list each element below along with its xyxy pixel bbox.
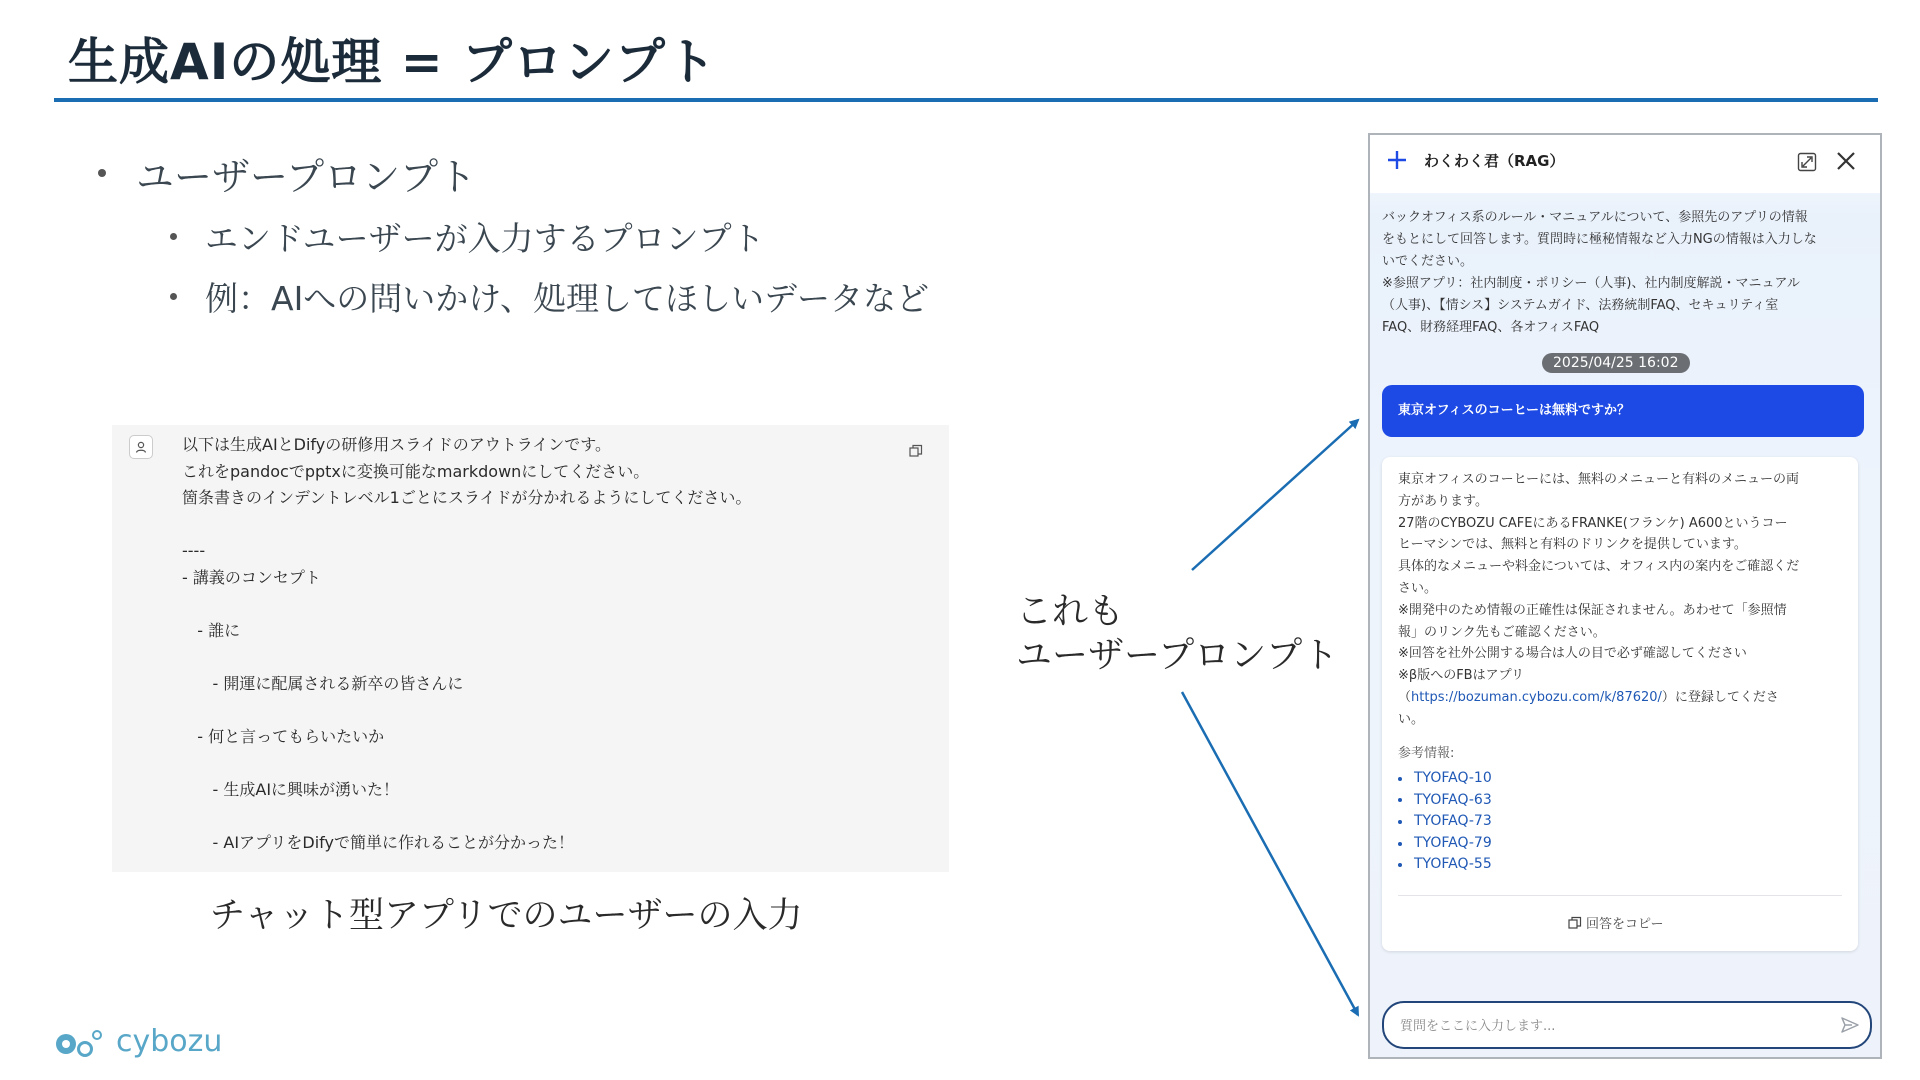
bullet-dot-icon (1398, 842, 1402, 846)
answer-line: 方があります。 (1398, 493, 1488, 509)
reference-item[interactable] (1398, 811, 1492, 833)
chat-intro-text (1382, 207, 1870, 339)
chat-app-name: わくわく君（RAG） (1424, 152, 1565, 170)
prompt-line: - 誰に (182, 620, 241, 640)
bullet-text: ユーザープロンプト (136, 154, 477, 199)
bullet-item (98, 148, 929, 198)
user-icon (129, 435, 153, 459)
side-label-line: これも (1016, 591, 1125, 632)
close-icon[interactable] (1834, 149, 1858, 173)
copy-answer-button[interactable] (1568, 913, 1663, 932)
intro-line: バックオフィス系のルール・マニュアルについて、参照先のアプリの情報 (1382, 210, 1808, 225)
chat-header (1370, 135, 1880, 193)
answer-line: い。 (1398, 711, 1425, 727)
prompt-line: - AIアプリをDifyで簡単に作れることが分かった！ (182, 832, 574, 852)
prompt-caption: チャット型アプリでのユーザーの入力 (210, 896, 803, 936)
reference-item[interactable] (1398, 854, 1492, 876)
bullet-dot-icon (1398, 798, 1402, 802)
copy-icon (1568, 916, 1582, 930)
prompt-line (182, 697, 751, 724)
reference-link[interactable]: TYOFAQ-55 (1414, 856, 1492, 873)
cybozu-logo-icon (54, 1025, 110, 1059)
side-label-line: ユーザープロンプト (1016, 635, 1339, 676)
bullet-dot-icon (98, 169, 106, 177)
new-chat-plus-icon[interactable] (1384, 147, 1410, 173)
answer-line: さい。 (1398, 580, 1438, 596)
prompt-line: ---- (182, 541, 206, 560)
prompt-line: - 何と言ってもらいたいか (182, 726, 385, 746)
answer-link-line (1398, 687, 1799, 709)
arrow-to-input-field (1182, 692, 1358, 1015)
assistant-answer-card (1382, 457, 1858, 951)
intro-line: ※参照アプリ：社内制度・ポリシー（人事)、社内制度解説・マニュアル (1382, 276, 1800, 291)
prompt-line (182, 803, 751, 830)
chat-body (1370, 135, 1880, 1057)
slide-title: 生成AIの処理 = プロンプト (68, 33, 718, 91)
prompt-line (182, 644, 751, 671)
answer-link-prefix: （ (1398, 689, 1412, 705)
copy-answer-label: 回答をコピー (1586, 917, 1664, 932)
prompt-line (182, 750, 751, 777)
prompt-line (182, 591, 751, 618)
answer-link-suffix: ）に登録してくださ (1661, 689, 1779, 705)
side-label (1016, 590, 1338, 678)
references-label: 参考情報: (1398, 746, 1455, 761)
title-divider (54, 98, 1878, 102)
prompt-line: - 生成AIに興味が湧いた！ (182, 779, 400, 799)
bullet-item (170, 266, 929, 326)
answer-line: 報」のリンク先もご確認ください。 (1398, 624, 1606, 640)
send-icon[interactable] (1840, 1015, 1860, 1035)
chat-input[interactable] (1398, 1003, 1822, 1049)
intro-line: いでください。 (1382, 254, 1474, 269)
answer-line: 東京オフィスのコーヒーには、無料のメニューと有料のメニューの両 (1398, 472, 1800, 487)
reference-item[interactable] (1398, 790, 1492, 812)
prompt-line: 以下は生成AIとDifyの研修用スライドのアウトラインです。 (182, 435, 612, 454)
chat-window (1368, 133, 1882, 1059)
chat-input-box[interactable] (1382, 1001, 1872, 1049)
logo-text: cybozu (116, 1024, 223, 1059)
prompt-text (182, 432, 751, 856)
bullet-list (98, 148, 929, 326)
bullet-text: エンドユーザーが入力するプロンプト (205, 218, 765, 258)
reference-link[interactable]: TYOFAQ-10 (1414, 770, 1492, 786)
prompt-example-panel (112, 425, 949, 872)
intro-line: （人事)、【情シス】システムガイド、法務統制FAQ、セキュリティ室 (1382, 298, 1779, 313)
prompt-line: これをpandocでpptxに変換可能なmarkdownにしてください。 (182, 461, 650, 481)
reference-link[interactable]: TYOFAQ-73 (1414, 813, 1492, 830)
reference-item[interactable] (1398, 833, 1492, 855)
answer-divider (1398, 895, 1842, 896)
reference-link[interactable]: TYOFAQ-63 (1414, 791, 1492, 808)
prompt-line: - 講義のコンセプト (182, 567, 321, 587)
copy-icon[interactable] (909, 443, 923, 457)
answer-link[interactable]: https://bozuman.cybozu.com/k/87620/ (1411, 689, 1662, 705)
intro-line: をもとにして回答します。質問時に極秘情報など入力NGの情報は入力しな (1382, 232, 1817, 247)
reference-item[interactable] (1398, 768, 1492, 790)
prompt-line: - 開運に配属される新卒の皆さんに (182, 673, 464, 693)
user-message-bubble: 東京オフィスのコーヒーは無料ですか？ (1382, 385, 1864, 437)
bullet-text: 例：AIへの問いかけ、処理してほしいデータなど (205, 278, 929, 318)
cybozu-logo (54, 1024, 222, 1059)
answer-line: ※回答を社外公開する場合は人の目で必ず確認してください (1398, 646, 1747, 662)
reference-list (1398, 768, 1492, 876)
arrow-to-user-message (1192, 420, 1358, 570)
answer-line: ヒーマシンでは、無料と有料のドリンクを提供しています。 (1398, 537, 1747, 553)
bullet-dot-icon (1398, 777, 1402, 781)
prompt-line: 箇条書きのインデントレベル1ごとにスライドが分かれるようにしてください。 (182, 488, 752, 507)
answer-text (1398, 469, 1799, 731)
answer-line: 27階のCYBOZU CAFEにあるFRANKE(フランケ) A600というコー (1398, 515, 1788, 531)
reference-link[interactable]: TYOFAQ-79 (1414, 834, 1492, 851)
bullet-dot-icon (170, 233, 177, 240)
bullet-item (170, 206, 929, 266)
prompt-line (182, 512, 751, 539)
answer-line: ※β版へのFBはアプリ (1398, 668, 1525, 684)
expand-icon[interactable] (1797, 152, 1817, 172)
bullet-dot-icon (170, 293, 177, 300)
bullet-dot-icon (1398, 820, 1402, 824)
intro-line: FAQ、財務経理FAQ、各オフィスFAQ (1382, 320, 1600, 335)
message-timestamp: 2025/04/25 16:02 (1542, 353, 1690, 373)
answer-line: ※開発中のため情報の正確性は保証されません。あわせて「参照情 (1398, 602, 1787, 618)
answer-line: 具体的なメニューや料金については、オフィス内の案内をご確認くだ (1398, 559, 1800, 575)
bullet-dot-icon (1398, 863, 1402, 867)
